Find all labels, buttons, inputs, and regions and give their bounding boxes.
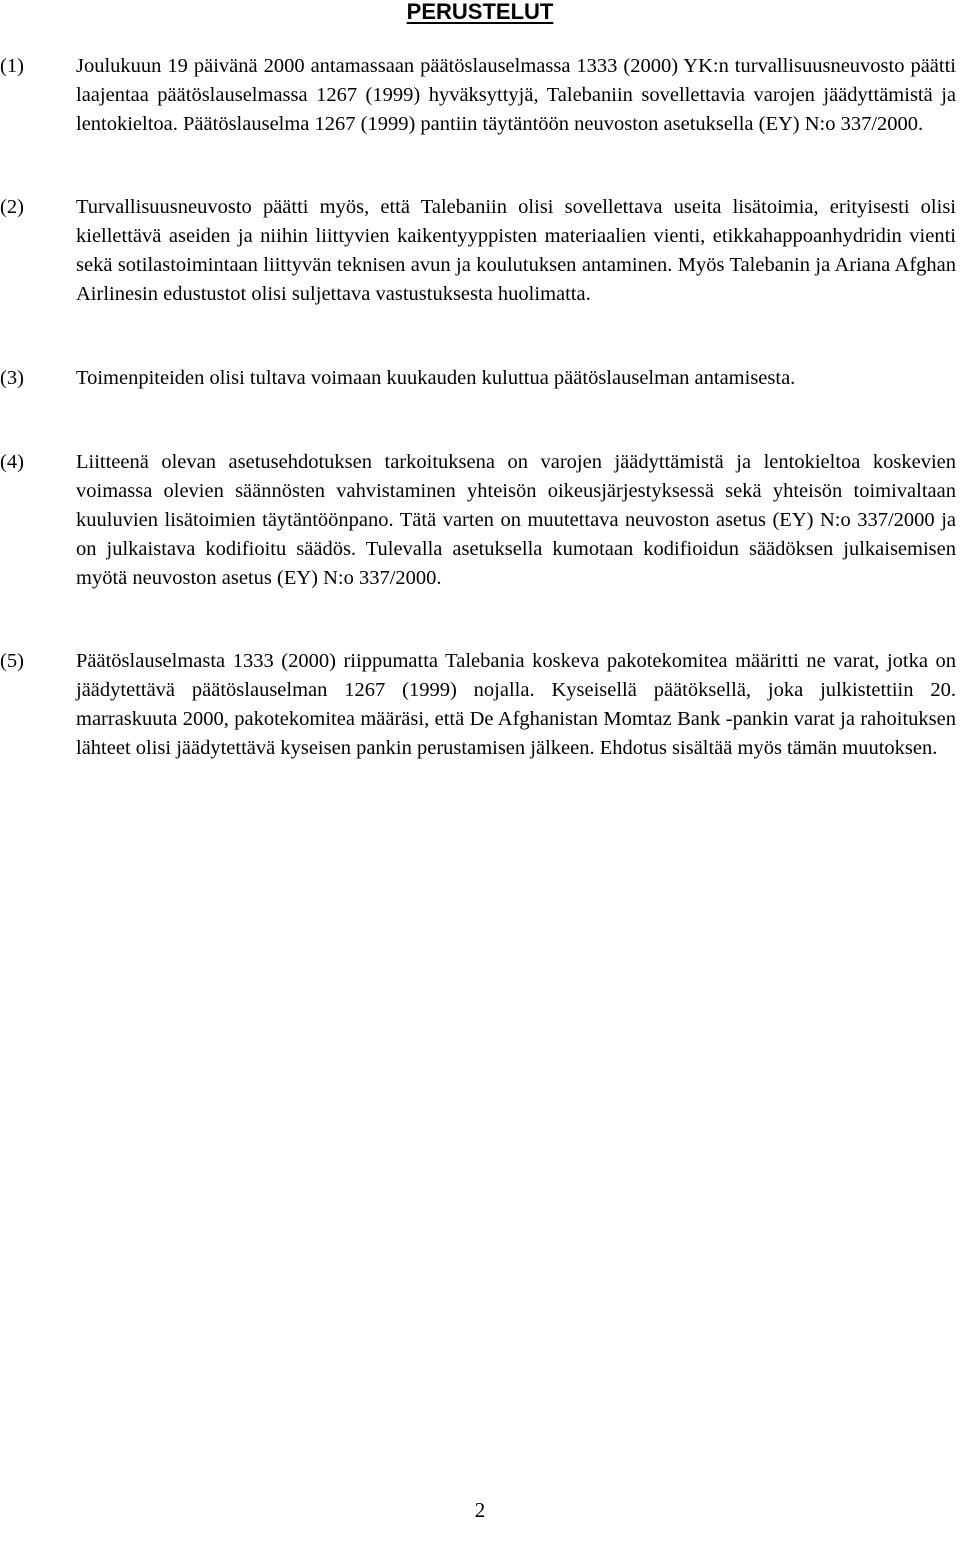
recital-number: (3) (0, 367, 24, 389)
recital-text: Liitteenä olevan asetusehdotuksen tarkoituksena on varojen jäädyttämistä ja lentokieltoa koskevien voimassa olevien säännösten vahvistaminen yhteisön oikeusjärjestyksessä sekä yhteisön toimivaltaan kuuluvien lisätoimien täytäntöönpano. Tätä varten on muutettava neuvoston asetus (EY) N:o 337/2000 ja on julkaistava kodifioitu säädös. Tulevalla asetuksella kumotaan kodifioidun säädöksen julkaisemisen myötä neuvoston asetus (EY) N:o 337/2000. (76, 451, 956, 589)
recital-number: (4) (0, 451, 24, 473)
recital-text: Turvallisuusneuvosto päätti myös, että Talebaniin olisi sovellettava useita lisätoimia, erityisesti olisi kiellettävä aseiden ja niihin liittyvien kaikentyyppisten materiaalien vienti, etikkahappoanhydridin vienti sekä sotilastoimintaan liittyvän teknisen avun ja koulutuksen antaminen. Myös Talebanin ja Ariana Afghan Airlinesin edustustot olisi suljettava vastustuksesta huolimatta. (76, 196, 956, 305)
recital-5 (0, 647, 960, 763)
section-heading: PERUSTELUT (406, 0, 554, 24)
recital-text: Joulukuun 19 päivänä 2000 antamassaan päätöslauselmassa 1333 (2000) YK:n turvallisuusneuvosto päätti laajentaa päätöslauselmassa 1267 (1999) hyväksyttyjä, Talebaniin sovellettavia varojen jäädyttämistä ja lentokieltoa. Päätöslauselma 1267 (1999) pantiin täytäntöön neuvoston asetuksella (EY) N:o 337/2000. (76, 55, 956, 135)
recital-4 (0, 448, 960, 593)
recital-2 (0, 193, 960, 309)
page-number: 2 (474, 1498, 486, 1522)
recital-3 (0, 364, 960, 393)
recital-1 (0, 52, 960, 139)
recital-text: Päätöslauselmasta 1333 (2000) riippumatta Talebania koskeva pakotekomitea määritti ne varat, jotka on jäädytettävä päätöslauselman 1267 (1999) nojalla. Kyseisellä päätöksellä, joka julkistettiin 20. marraskuuta 2000, pakotekomitea määräsi, että De Afghanistan Momtaz Bank -pankin varat ja rahoituksen lähteet olisi jäädytettävä kyseisen pankin perustamisen jälkeen. Ehdotus sisältää myös tämän muutoksen. (76, 650, 956, 759)
recital-number: (5) (0, 650, 24, 672)
recital-number: (2) (0, 196, 24, 218)
recital-text: Toimenpiteiden olisi tultava voimaan kuukauden kuluttua päätöslauselman antamisesta. (76, 367, 796, 389)
recital-number: (1) (0, 55, 24, 77)
